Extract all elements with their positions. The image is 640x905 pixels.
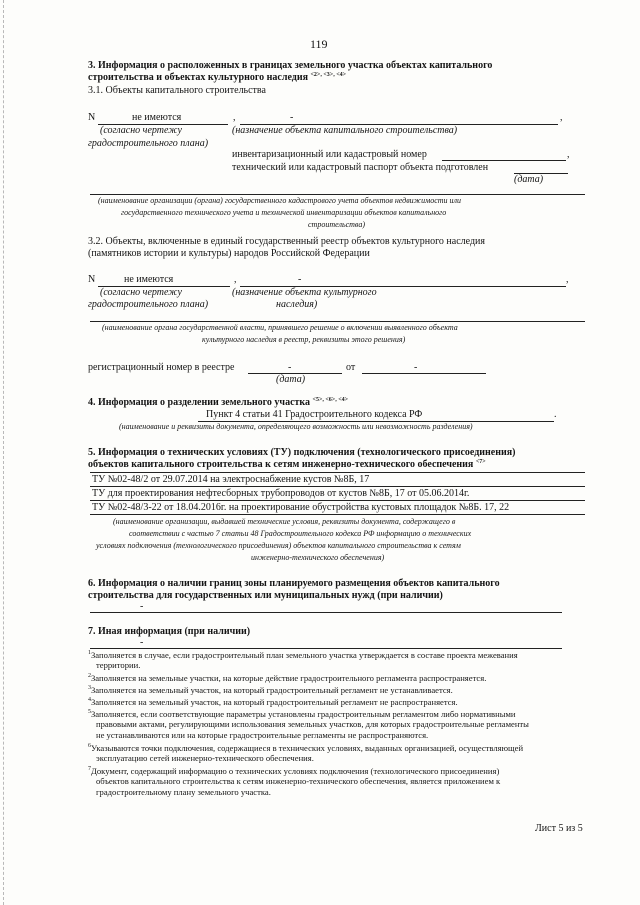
inv-number-underline — [442, 160, 566, 161]
section-4-refs: <5>, <6>, <4> — [312, 397, 349, 403]
org-note-line2: государственного технического учета и технической инвентаризации объектов капитального — [121, 208, 447, 217]
section-7-value: - — [140, 637, 144, 648]
note-plan2-line2: градостроительного плана) — [88, 299, 209, 310]
n-value-2: не имеются — [124, 274, 174, 285]
purpose-value: - — [290, 112, 294, 123]
section-4-title: 4. Информация о разделении земельного участка $^{<5>, <6>, <4>}$ — [88, 397, 349, 408]
section-3-title-line2: строительства и объектах культурного наследия $^{<2>, <3>, <4>}$ — [88, 72, 347, 83]
note-plan2-line1: (согласно чертежу — [100, 287, 182, 298]
purpose-value-2: - — [298, 274, 302, 285]
footnote-5-line2: правовыми актами, регулирующими использования земельных участков, для которых градостроительные регламенты — [96, 719, 529, 729]
footnote-7-line2: объектов капитального строительства к сетям инженерно-технического обеспечения, является приложением к — [96, 776, 501, 786]
tu-item-1: ТУ №02-48/2 от 29.07.2014 на электроснабжение кустов №8Б, 17 — [92, 474, 370, 485]
page-number: 119 — [310, 37, 328, 51]
reg-date-underline — [362, 373, 486, 374]
sheet-number: Лист 5 из 5 — [535, 823, 583, 834]
reg-number-label: регистрационный номер в реестре — [88, 362, 235, 373]
reg-date-value: - — [414, 362, 418, 373]
section-5-note-line3: условиях подключения (технологического присоединения) объектов капитального строительства к сетям — [96, 541, 461, 550]
section-5-title-line2: объектов капитального строительства к сетям инженерно-технического обеспечения $^{<7>}$ — [88, 459, 486, 470]
section-4-note: (наименование и реквизиты документа, определяющего возможность или невозможность разделения) — [119, 422, 473, 431]
footnote-7: $^7$Документ, содержащий информацию о технических условиях подключения (технологического присоединения) — [88, 766, 500, 776]
footnote-7-line3: градостроительному плану земельного участка. — [96, 787, 271, 797]
tu-item-3: ТУ №02-48/3-22 от 18.04.2016г. на проектирование обустройства кустовых площадок №8Б. 17, 22 — [92, 502, 510, 513]
note-purpose-okn-line1: (назначение объекта культурного — [232, 287, 377, 298]
footnote-5: $^5$Заполняется, если соответствующие параметры установлены градостроительным регламентом либо нормативными — [88, 709, 516, 719]
footnote-5-line3: не устанавливаются или на которые градостроительные регламенты не распространяются. — [96, 730, 429, 740]
authority-underline — [90, 321, 585, 322]
section-7-title: 7. Иная информация (при наличии) — [88, 626, 251, 637]
section-3-2-line1: 3.2. Объекты, включенные в единый государственный реестр объектов культурного наследия — [88, 236, 485, 247]
note-plan-line2: градостроительного плана) — [88, 138, 209, 149]
authority-note-line2: культурного наследия в реестр, реквизиты этого решения) — [202, 335, 406, 344]
section-3-refs: <2>, <3>, <4> — [310, 72, 347, 78]
note-purpose-oks: (назначение объекта капитального строительства) — [232, 125, 458, 136]
org-note-line3: строительства) — [308, 220, 365, 229]
section-5-rule-4 — [90, 514, 585, 515]
footnote-1-line2: территории. — [96, 660, 141, 670]
section-4-value: Пункт 4 статьи 41 Градостроительного кодекса РФ — [206, 409, 423, 420]
footnote-1: $^1$Заполняется в случае, если градостроительный план земельного участка утверждается в составе проекта межевания — [88, 650, 518, 660]
footnote-4: $^4$Заполняется на земельный участок, на который градостроительный регламент не распространяется. — [88, 697, 458, 707]
tech-passport-label: технический или кадастровый паспорт объекта подготовлен — [232, 162, 489, 173]
section-3-1-title: 3.1. Объекты капитального строительства — [88, 85, 266, 96]
from-label: от — [346, 362, 356, 373]
n-label: N — [88, 112, 96, 123]
section-5-rule-3 — [90, 500, 585, 501]
section-5-ref: <7> — [475, 459, 486, 465]
footnote-2: $^2$Заполняется на земельные участки, на которые действие градостроительного регламента распространяется. — [88, 673, 487, 683]
section-6-value: - — [140, 601, 144, 612]
footnote-6: $^6$Указываются точки подключения, содержащиеся в технических условиях, выданных организацией, осуществляющей — [88, 743, 524, 753]
note-plan-line1: (согласно чертежу — [100, 125, 182, 136]
section-3-2-line2: (памятников истории и культуры) народов Российской Федерации — [88, 248, 370, 259]
org-underline — [90, 194, 585, 195]
section-5-note-line1: (наименование организации, выдавшей технические условия, реквизиты документа, содержащего в — [113, 517, 456, 526]
inv-number-label: инвентаризационный или кадастровый номер — [232, 149, 427, 160]
note-purpose-okn-line2: наследия) — [276, 299, 318, 310]
section-5-title-line1: 5. Информация о технических условиях (ТУ) подключения (технологического присоединения) — [88, 447, 516, 458]
org-note-line1: (наименование организации (органа) государственного кадастрового учета объектов недвижимости или — [98, 196, 462, 205]
n-label-2: N — [88, 274, 96, 285]
footnote-3: $^3$Заполняется на земельный участок, на который градостроительный регламент не устанавливается. — [88, 685, 453, 695]
reg-number-value: - — [288, 362, 292, 373]
date-note-2: (дата) — [276, 374, 306, 385]
date-note-1: (дата) — [514, 174, 544, 185]
footnote-6-line2: эксплуатацию сетей инженерно-технического обеспечения. — [96, 753, 314, 763]
section-6-title-line2: строительства для государственных или муниципальных нужд (при наличии) — [88, 590, 443, 601]
authority-note-line1: (наименование органа государственной власти, принявшего решение о включении выявленного объекта — [102, 323, 458, 332]
section-5-note-line2: соответствии с частью 7 статьи 48 Градостроительного кодекса РФ информацию о технических — [129, 529, 472, 538]
section-5-rule-1 — [90, 472, 585, 473]
section-6-underline — [90, 612, 562, 613]
section-5-rule-2 — [90, 486, 585, 487]
section-3-title-line1: 3. Информация о расположенных в границах земельного участка объектах капитального — [88, 60, 493, 71]
n-value: не имеются — [132, 112, 182, 123]
section-5-note-line4: инженерно-технического обеспечения) — [251, 553, 385, 562]
section-7-underline — [90, 648, 562, 649]
scan-edge — [3, 0, 4, 905]
section-6-title-line1: 6. Информация о наличии границ зоны планируемого размещения объектов капитального — [88, 578, 500, 589]
tu-item-2: ТУ для проектирования нефтесборных трубопроводов от кустов №8Б, 17 от 05.06.2014г. — [92, 488, 470, 499]
